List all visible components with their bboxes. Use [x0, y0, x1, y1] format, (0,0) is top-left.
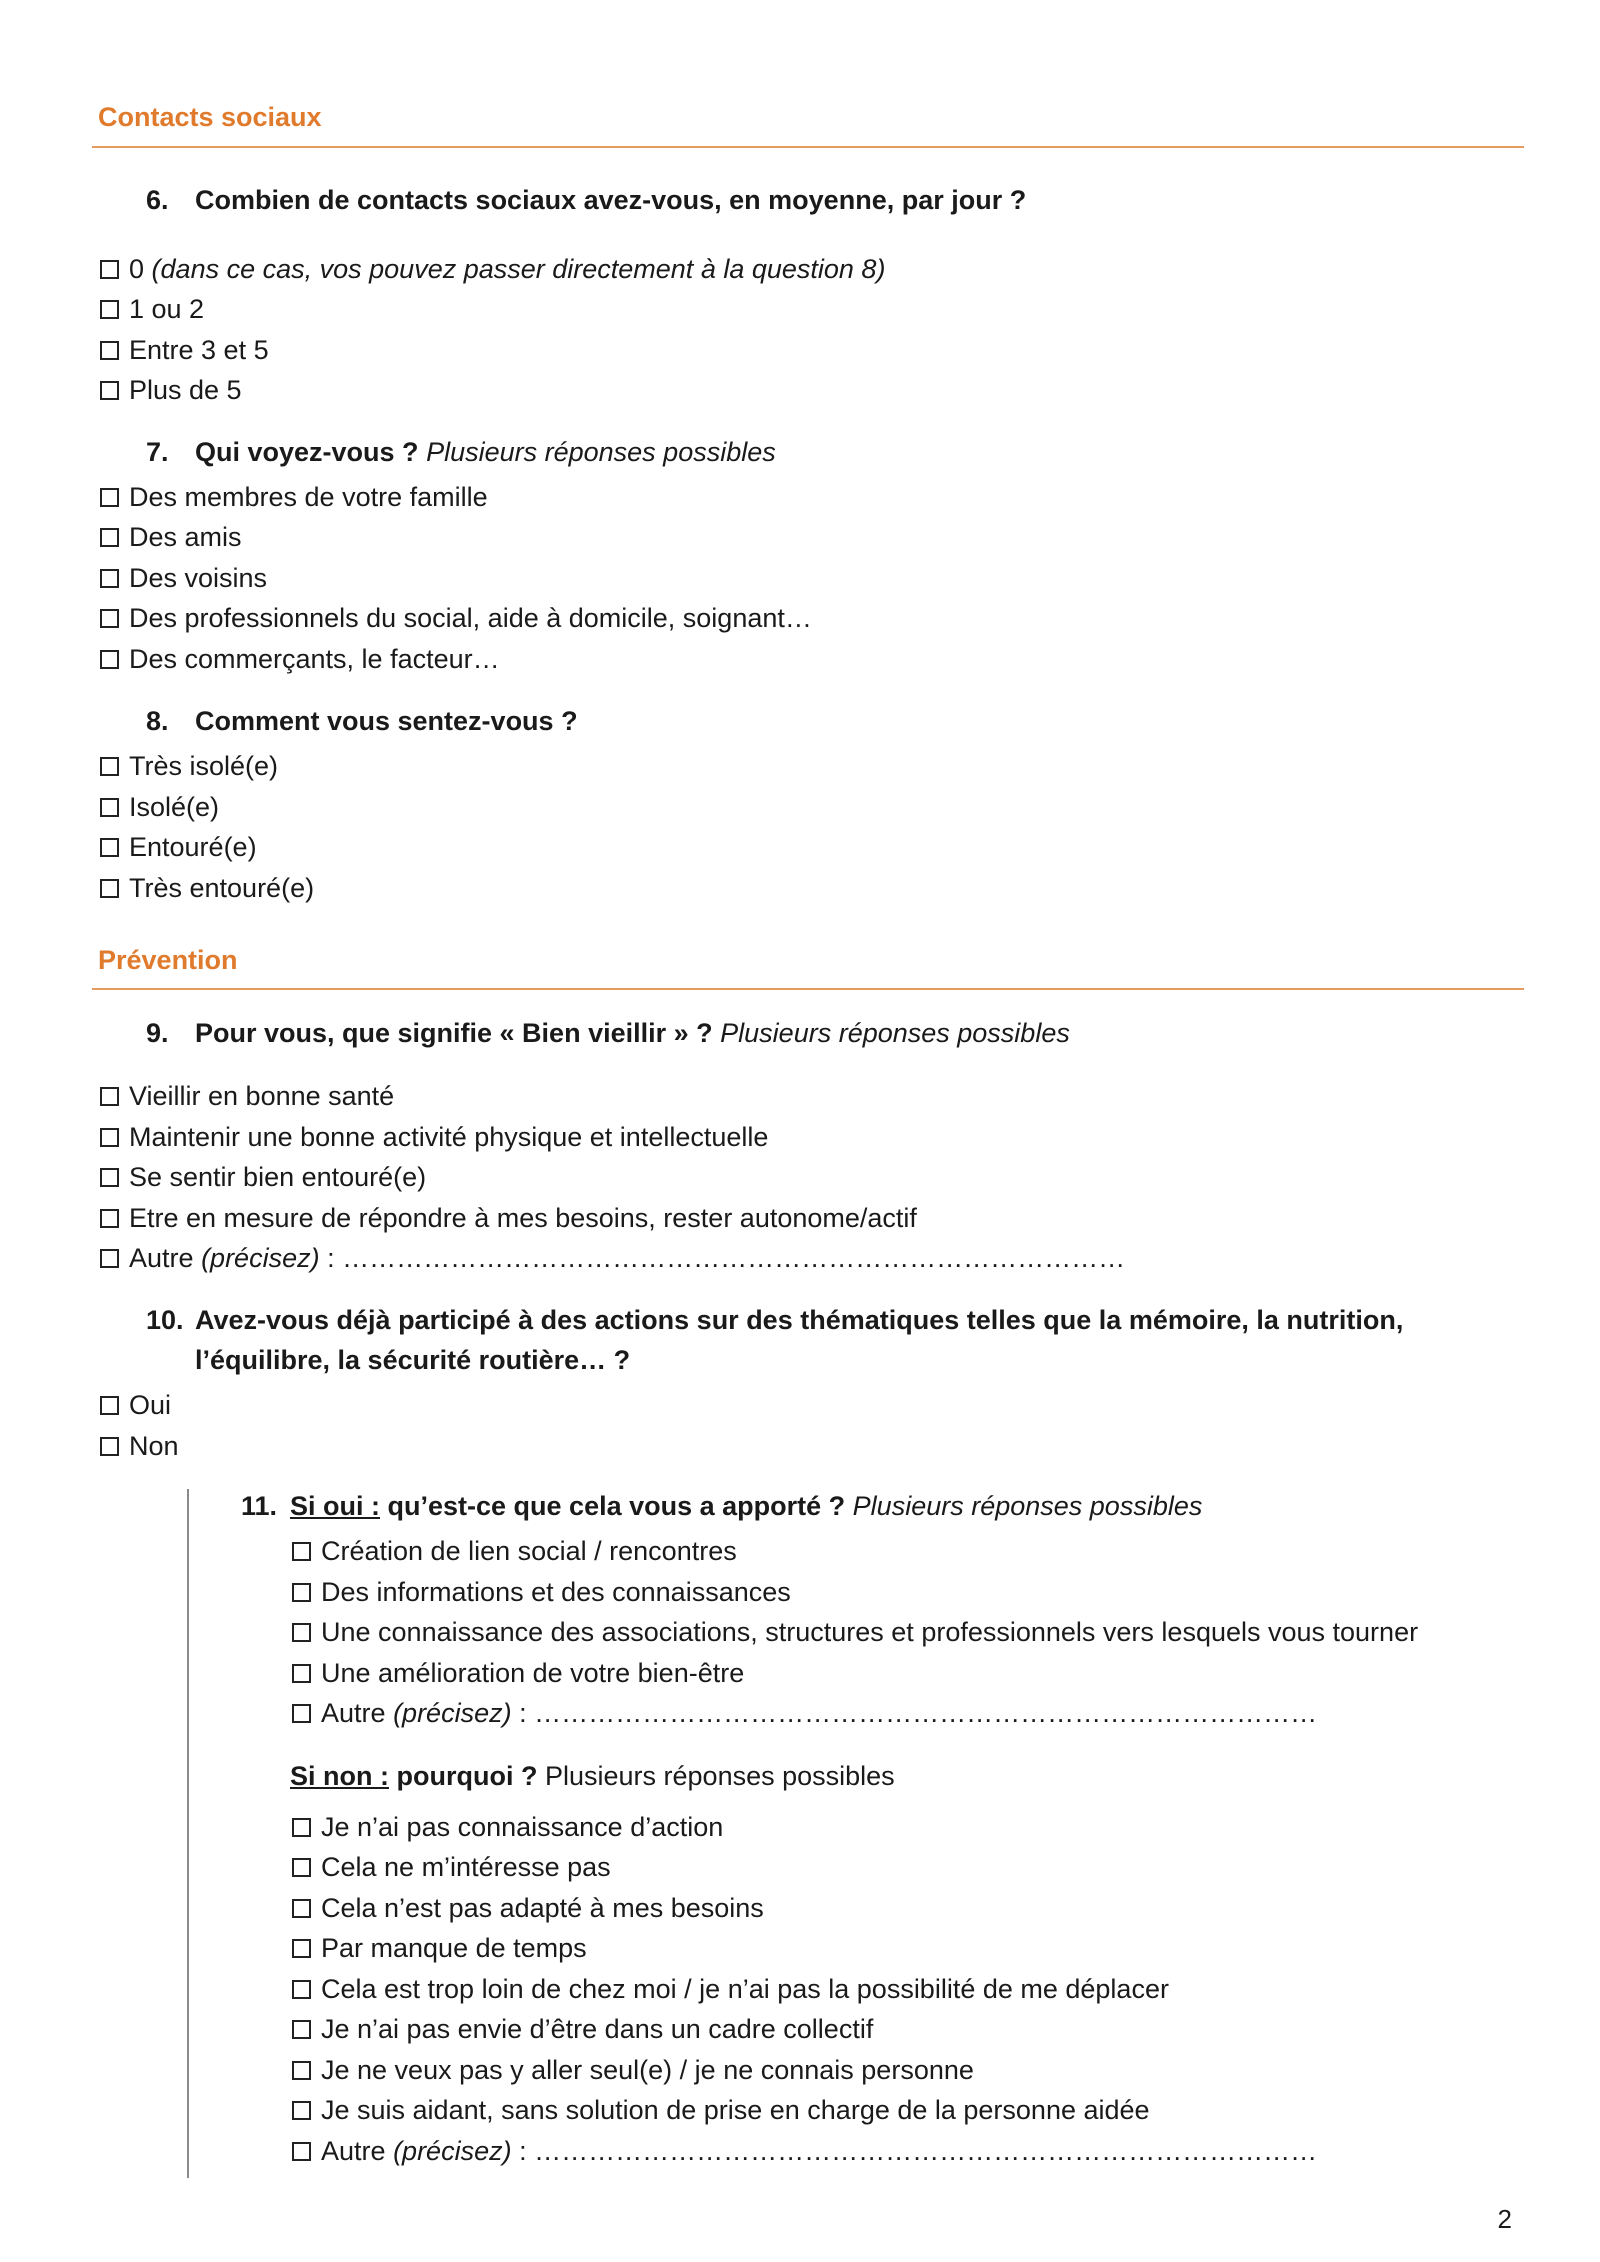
option-label: Je n’ai pas connaissance d’action — [321, 1812, 724, 1842]
option-label: Oui — [129, 1390, 172, 1420]
question-text: Pour vous, que signifie « Bien vieillir » ? — [195, 1018, 713, 1048]
checkbox-option[interactable] — [100, 1431, 179, 1461]
checkbox[interactable] — [100, 757, 119, 776]
option-label: Très isolé(e) — [129, 751, 279, 781]
checkbox[interactable] — [100, 609, 119, 628]
checkbox-option-other[interactable] — [292, 2136, 1317, 2166]
option-label: Par manque de temps — [321, 1933, 587, 1963]
checkbox[interactable] — [292, 2101, 311, 2120]
question-9 — [146, 1018, 1070, 1049]
option-label: Entre 3 et 5 — [129, 335, 269, 365]
question-number: 8. — [146, 706, 169, 736]
option-label: Autre — [321, 1698, 386, 1728]
checkbox[interactable] — [100, 1249, 119, 1268]
checkbox-option-other[interactable] — [100, 1243, 1125, 1273]
option-note: (précisez) — [393, 2136, 512, 2166]
checkbox-option[interactable] — [100, 644, 500, 674]
colon: : — [511, 2136, 527, 2166]
option-label: Se sentir bien entouré(e) — [129, 1162, 427, 1192]
question-number: 9. — [146, 1018, 169, 1048]
checkbox-option[interactable] — [292, 1812, 723, 1842]
option-label: Non — [129, 1431, 179, 1461]
checkbox[interactable] — [100, 300, 119, 319]
question-number: 11. — [241, 1491, 278, 1521]
option-label: Très entouré(e) — [129, 873, 315, 903]
checkbox-option[interactable] — [100, 1390, 171, 1420]
option-label: Vieillir en bonne santé — [129, 1081, 395, 1111]
checkbox[interactable] — [292, 1623, 311, 1642]
checkbox[interactable] — [292, 1939, 311, 1958]
option-label: Création de lien social / rencontres — [321, 1536, 737, 1566]
checkbox[interactable] — [100, 341, 119, 360]
checkbox-option[interactable] — [100, 254, 885, 284]
question-number: 7. — [146, 437, 169, 467]
question-text: Qui voyez-vous ? — [195, 437, 419, 467]
section-title-prevention: Prévention — [98, 945, 238, 975]
question-10-continued — [195, 1345, 630, 1376]
checkbox[interactable] — [292, 1858, 311, 1877]
checkbox-option[interactable] — [100, 1081, 394, 1111]
fill-in-line[interactable]: …………………………………………………………………………… — [534, 2136, 1318, 2166]
option-label: Je ne veux pas y aller seul(e) / je ne connais personne — [321, 2055, 974, 2085]
option-label: Une connaissance des associations, structures et professionnels vers lesquels vous tourner — [321, 1617, 1419, 1647]
question-11 — [241, 1491, 1202, 1522]
question-number: 6. — [146, 185, 169, 215]
option-label: Entouré(e) — [129, 832, 257, 862]
checkbox[interactable] — [100, 569, 119, 588]
checkbox-option[interactable] — [292, 2014, 873, 2044]
checkbox[interactable] — [100, 488, 119, 507]
checkbox[interactable] — [292, 2061, 311, 2080]
option-label: Je suis aidant, sans solution de prise en charge de la personne aidée — [321, 2095, 1150, 2125]
option-label: Des membres de votre famille — [129, 482, 488, 512]
checkbox[interactable] — [292, 1704, 311, 1723]
checkbox[interactable] — [100, 650, 119, 669]
question-8 — [146, 706, 578, 737]
question-hint: Plusieurs réponses possibles — [544, 1761, 895, 1791]
question-hint: Plusieurs réponses possibles — [720, 1018, 1070, 1048]
option-label: Des voisins — [129, 563, 268, 593]
option-label: Maintenir une bonne activité physique et intellectuelle — [129, 1122, 769, 1152]
checkbox[interactable] — [100, 1396, 119, 1415]
checkbox[interactable] — [292, 1664, 311, 1683]
checkbox-option[interactable] — [100, 522, 242, 552]
condition-yes: Si oui : — [290, 1491, 380, 1521]
option-label: Je n’ai pas envie d’être dans un cadre collectif — [321, 2014, 874, 2044]
question-text: qu’est-ce que cela vous a apporté ? — [387, 1491, 846, 1521]
question-hint: Plusieurs réponses possibles — [426, 437, 776, 467]
colon: : — [511, 1698, 527, 1728]
checkbox[interactable] — [100, 1209, 119, 1228]
checkbox[interactable] — [292, 1980, 311, 1999]
colon: : — [319, 1243, 335, 1273]
option-label: Des professionnels du social, aide à domicile, soignant… — [129, 603, 812, 633]
page-number: 2 — [1497, 2204, 1512, 2234]
option-label: 1 ou 2 — [129, 294, 205, 324]
question-10 — [146, 1305, 1403, 1336]
option-label: Une amélioration de votre bien-être — [321, 1658, 745, 1688]
option-label: Plus de 5 — [129, 375, 242, 405]
question-text: l’équilibre, la sécurité routière… ? — [195, 1345, 631, 1375]
checkbox-option[interactable] — [100, 832, 257, 862]
checkbox[interactable] — [292, 1818, 311, 1837]
option-label: Cela n’est pas adapté à mes besoins — [321, 1893, 764, 1923]
checkbox[interactable] — [292, 1542, 311, 1561]
option-label: Des commerçants, le facteur… — [129, 644, 500, 674]
checkbox[interactable] — [100, 838, 119, 857]
question-7 — [146, 437, 776, 468]
checkbox[interactable] — [100, 1168, 119, 1187]
checkbox-option[interactable] — [292, 1852, 611, 1882]
checkbox[interactable] — [100, 260, 119, 279]
checkbox[interactable] — [100, 528, 119, 547]
checkbox-option[interactable] — [100, 1122, 768, 1152]
checkbox[interactable] — [292, 1583, 311, 1602]
checkbox-option[interactable] — [100, 603, 812, 633]
checkbox[interactable] — [100, 798, 119, 817]
question-text: pourquoi ? — [396, 1761, 538, 1791]
checkbox-option[interactable] — [100, 375, 242, 405]
option-label: Cela est trop loin de chez moi / je n’ai pas la possibilité de me déplacer — [321, 1974, 1169, 2004]
section-title-contacts: Contacts sociaux — [98, 102, 322, 132]
section-divider — [92, 988, 1524, 990]
option-label: Autre — [321, 2136, 386, 2166]
fill-in-line[interactable]: …………………………………………………………………………… — [534, 1698, 1318, 1728]
checkbox-option[interactable] — [292, 1536, 737, 1566]
option-note: (précisez) — [201, 1243, 320, 1273]
question-text: Combien de contacts sociaux avez-vous, en moyenne, par jour ? — [195, 185, 1027, 215]
checkbox-option[interactable] — [100, 482, 488, 512]
checkbox[interactable] — [100, 1128, 119, 1147]
checkbox-option[interactable] — [292, 1658, 744, 1688]
checkbox-option[interactable] — [292, 2095, 1150, 2125]
checkbox-option[interactable] — [100, 1162, 426, 1192]
question-6 — [146, 185, 1026, 216]
fill-in-line[interactable]: …………………………………………………………………………… — [342, 1243, 1126, 1273]
checkbox-option[interactable] — [292, 1933, 587, 1963]
checkbox-option[interactable] — [100, 335, 269, 365]
checkbox[interactable] — [292, 2142, 311, 2161]
question-text: Comment vous sentez-vous ? — [195, 706, 578, 736]
checkbox-option[interactable] — [100, 563, 267, 593]
option-label: Isolé(e) — [129, 792, 220, 822]
option-note: (dans ce cas, vos pouvez passer directement à la question 8) — [151, 254, 886, 284]
checkbox-option[interactable] — [100, 873, 314, 903]
question-text: Avez-vous déjà participé à des actions sur des thématiques telles que la mémoire, la nutrition, — [195, 1305, 1404, 1335]
option-label: Cela ne m’intéresse pas — [321, 1852, 611, 1882]
question-11-no — [290, 1761, 895, 1792]
checkbox-option-other[interactable] — [292, 1698, 1317, 1728]
checkbox[interactable] — [100, 1087, 119, 1106]
checkbox-option[interactable] — [292, 2055, 974, 2085]
checkbox-option[interactable] — [292, 1893, 764, 1923]
option-label: Etre en mesure de répondre à mes besoins, rester autonome/actif — [129, 1203, 917, 1233]
checkbox-option[interactable] — [292, 1617, 1418, 1647]
subquestion-indent-bar — [187, 1489, 189, 2178]
checkbox-option[interactable] — [292, 1974, 1169, 2004]
question-number: 10. — [146, 1305, 184, 1335]
checkbox-option[interactable] — [292, 1577, 791, 1607]
option-label: Autre — [129, 1243, 194, 1273]
checkbox[interactable] — [100, 1437, 119, 1456]
checkbox[interactable] — [292, 1899, 311, 1918]
option-label: Des informations et des connaissances — [321, 1577, 791, 1607]
checkbox[interactable] — [100, 879, 119, 898]
question-hint: Plusieurs réponses possibles — [852, 1491, 1203, 1521]
checkbox-option[interactable] — [100, 1203, 917, 1233]
checkbox-option[interactable] — [100, 751, 278, 781]
option-label: Des amis — [129, 522, 242, 552]
checkbox-option[interactable] — [100, 792, 219, 822]
option-label: 0 — [129, 254, 145, 284]
checkbox-option[interactable] — [100, 294, 204, 324]
condition-no: Si non : — [290, 1761, 389, 1791]
option-note: (précisez) — [393, 1698, 512, 1728]
section-divider — [92, 146, 1524, 148]
checkbox[interactable] — [292, 2020, 311, 2039]
checkbox[interactable] — [100, 381, 119, 400]
